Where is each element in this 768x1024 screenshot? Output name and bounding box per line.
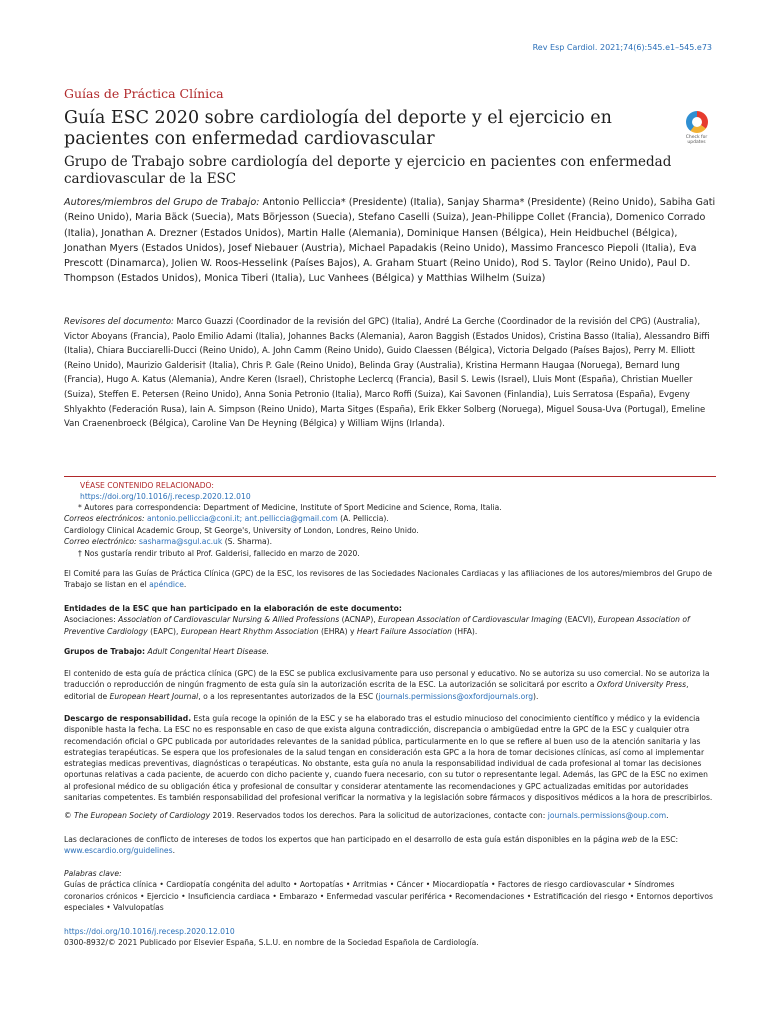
working-groups-paragraph <box>64 646 716 657</box>
working-groups-value: Adult Congenital Heart Disease. <box>147 647 269 656</box>
working-groups-label: Grupos de Trabajo: <box>64 647 146 656</box>
copyright-paragraph <box>64 810 716 821</box>
disclaimer-heading: Descargo de responsabilidad. <box>64 714 192 723</box>
disclaimer-paragraph <box>64 713 716 803</box>
entities-paragraph <box>64 603 716 637</box>
association-abbr: (ACNAP), <box>341 615 376 625</box>
association-name: Heart Failure Association <box>356 626 452 636</box>
section-label: Guías de Práctica Clínica <box>64 86 224 101</box>
article-title: Guía ESC 2020 sobre cardiología del deporte y el ejercicio en pacientes con enfermedad cardiovascular <box>64 108 612 149</box>
association-abbr: (EAPC), <box>150 626 179 636</box>
correspondence-note: * Autores para correspondencia: Department of Medicine, Institute of Sport Medicine and Science, Roma, Italia. <box>78 503 502 512</box>
check-for-updates-label: Check for updates <box>685 135 708 145</box>
article-subtitle: Grupo de Trabajo sobre cardiología del deporte y ejercicio en pacientes con enfermedad cardiovascular de la ESC <box>64 154 672 187</box>
related-content-heading: VÉASE CONTENIDO RELACIONADO: <box>80 481 214 490</box>
doi-link[interactable]: https://doi.org/10.1016/j.recesp.2020.12.010 <box>64 927 235 936</box>
association-name: European Association of Preventive Cardiology <box>64 615 690 636</box>
usage-text: , o a los representantes autorizados de la ESC ( <box>198 691 379 701</box>
keywords-list: Guías de práctica clínica • Cardiopatía congénita del adulto • Aortopatías • Arritmias • Cáncer • Miocardiopatía • Factores de riesgo cardiovascular • Síndromes coronarios crónicos • Ejercicio • Insuficiencia cardiaca • Embarazo • Enfermedad vascular periférica • Recomendaciones • Estratificación del riesgo • Entornos deportivos especiales • Valvulopatías <box>64 880 713 912</box>
authors-block <box>64 195 716 287</box>
association-name: European Association of Cardiovascular Imaging <box>378 615 563 625</box>
email-line-1 <box>64 513 716 524</box>
footnotes <box>64 502 716 559</box>
guidelines-link[interactable]: www.escardio.org/guidelines <box>64 846 173 856</box>
email-line-2 <box>64 536 716 547</box>
tribute-note: † Nos gustaría rendir tributo al Prof. Galderisi, fallecido en marzo de 2020. <box>78 548 360 558</box>
reviewers-lead: Revisores del documento: <box>64 316 174 326</box>
email-owner: (S. Sharma). <box>224 537 273 547</box>
journal-name: European Heart Journal <box>109 691 199 701</box>
association-name: European Heart Rhythm Association <box>180 626 319 636</box>
permissions-email-link[interactable]: journals.permissions@oxfordjournals.org <box>378 691 534 701</box>
conflicts-tail: . <box>172 846 175 856</box>
association-abbr: (EACVI), <box>564 615 596 625</box>
entities-heading: Entidades de la ESC que han participado en la elaboración de este documento: <box>64 604 402 613</box>
keywords-label: Palabras clave: <box>64 869 122 878</box>
reviewers-list: Marco Guazzi (Coordinador de la revisión del GPC) (Italia), André La Gerche (Coordinador de la revisión del CPG) (Australia), Victor Aboyans (Francia), Paolo Emilio Adami (Italia), Johannes Backs (Alemania), Aaron Baggish (Estados Unidos), Cristina Basso (Italia), Alessandro Biffi (Italia), Chiara Bucciarelli-Ducci (Reino Unido), A. John Camm (Reino Unido), Guido Claessen (Bélgica), Victoria Delgado (Países Bajos), Perry M. Elliott (Reino Unido), Maurizio Galderisi† (Italia), Chris P. Gale (Reino Unido), Belinda Gray (Australia), Kristina Hermann Haugaa (Noruega), Bernard Iung (Francia), Hugo A. Katus (Alemania), Andre Keren (Israel), Christophe Leclercq (Francia), Basil S. Lewis (Israel), Lluis Mont (España), Christian Mueller (Suiza), Steffen E. Petersen (Reino Unido), Anna Sonia Petronio (Italia), Marco Roffi (Suiza), Kai Savonen (Finlandia), Luis Serratosa (España), Evgeny Shlyakhto (Federación Rusa), Iain A. Simpson (Reino Unido), Marta Sitges (España), Erik Ekker Solberg (Noruega), Miguel Sousa-Uva (Portugal), Emeline Van Craenenbroeck (Bélgica), Caroline Van De Heyning (Bélgica) y William Wijns (Irlanda). <box>64 316 710 429</box>
disclaimer-text: Esta guía recoge la opinión de la ESC y se ha elaborado tras el estudio minucioso del conocimiento científico y médico y la evidencia disponible hasta la fecha. La ESC no es responsable en caso de que exista alguna contradicción, discrepancia o ambigüedad entre la GPC de la ESC y cualquier otra recomendación oficial o GPC publicada por autoridades relevantes de la sanidad pública, particularmente en lo que se refiere al buen uso de la atención sanitaria y las estrategias terapéuticas. Se espera que los profesionales de la salud tengan en consideración esta GPC a la hora de tomar decisiones clínicas, así como al implementar estrategias medicas preventivas, diagnósticas o terapéuticas. No obstante, esta guía no anula la responsabilidad individual de cada profesional al tomar las decisiones oportunas relativas a cada paciente, de acuerdo con dicho paciente y, cuando fuera necesario, con su tutor o representante legal. Además, las GPC de la ESC no eximen al profesional médico de su obligación ética y profesional de consultar y considerar atentamente las recomendaciones y GPC actualizadas emitidas por autoridades sanitarias competentes. Es también responsabilidad del profesional verificar la normativa y la legislación sobre fármacos y dispositivos médicos a la hora de prescribirlos. <box>64 714 713 803</box>
authors-lead: Autores/miembros del Grupo de Trabajo: <box>64 197 260 208</box>
check-for-updates-badge[interactable] <box>680 111 713 149</box>
email-label: Correos electrónicos: <box>64 514 145 524</box>
copyright-tail: . <box>666 811 669 820</box>
divider <box>64 476 716 477</box>
conflicts-paragraph <box>64 834 716 857</box>
usage-text: , editorial de <box>64 680 689 701</box>
association-abbr: (EHRA) y <box>320 626 355 636</box>
email-link[interactable]: antonio.pelliccia@coni.it; ant.pelliccia@gmail.com <box>146 514 338 524</box>
usage-text: El contenido de esta guía de práctica clínica (GPC) de la ESC se publica exclusivamente para uso personal y educativo. No se autoriza su uso comercial. No se autoriza la traducción o reproducción de ningún fragmento de esta guía sin la autorización escrita de la ESC. La autorización se solicitará por escrito a <box>64 669 710 690</box>
copyright-text: 2019. Reservados todos los derechos. Para la solicitud de autorizaciones, contacte con: <box>212 811 546 820</box>
association-name: Association of Cardiovascular Nursing & Allied Professions <box>118 615 340 625</box>
appendix-link[interactable]: apéndice <box>149 580 184 590</box>
affiliation-note: Cardiology Clinical Academic Group, St George's, University of London, Londres, Reino Unido. <box>64 525 419 535</box>
usage-paragraph <box>64 668 716 702</box>
footer <box>64 926 716 949</box>
society-name: The European Society of Cardiology <box>74 811 211 820</box>
copyright-symbol: © <box>64 811 72 820</box>
conflicts-text: Las declaraciones de conflicto de intereses de todos los expertos que han participado en el desarrollo de esta guía están disponibles en la página <box>64 835 619 844</box>
crossmark-icon <box>686 111 708 133</box>
authors-list: Antonio Pelliccia* (Presidente) (Italia), Sanjay Sharma* (Presidente) (Reino Unido), Sabiha Gati (Reino Unido), Maria Bäck (Suecia), Mats Börjesson (Suecia), Stefano Caselli (Suiza), Jean-Philippe Collet (Francia), Domenico Corrado (Italia), Jonathan A. Drezner (Estados Unidos), Martin Halle (Alemania), Dominique Hansen (Bélgica), Hein Heidbuchel (Bélgica), Jonathan Myers (Estados Unidos), Josef Niebauer (Austria), Michael Papadakis (Reino Unido), Massimo Francesco Piepoli (Italia), Eva Prescott (Dinamarca), Jolien W. Roos-Hesselink (Países Bajos), A. Graham Stuart (Reino Unido), Rod S. Taylor (Reino Unido), Paul D. Thompson (Estados Unidos), Monica Tiberi (Italia), Luc Vanhees (Bélgica) y Matthias Wilhelm (Suiza) <box>64 197 716 285</box>
related-content-link[interactable]: https://doi.org/10.1016/j.recesp.2020.12.010 <box>80 492 251 501</box>
publisher-name: Oxford University Press <box>596 680 687 690</box>
usage-text: ). <box>533 691 539 701</box>
email-label: Correo electrónico: <box>64 537 137 547</box>
issn-line: 0300-8932/© 2021 Publicado por Elsevier España, S.L.U. en nombre de la Sociedad Española de Cardiología. <box>64 938 479 948</box>
email-link[interactable]: sasharma@sgul.ac.uk <box>139 537 223 547</box>
conflicts-text: de la ESC: <box>639 835 679 844</box>
association-abbr: (HFA). <box>454 626 478 636</box>
journal-reference[interactable]: Rev Esp Cardiol. 2021;74(6):545.e1–545.e73 <box>532 43 712 52</box>
web-word: web <box>621 835 638 844</box>
permissions-email-link[interactable]: journals.permissions@oup.com <box>547 811 667 820</box>
email-owner: (A. Pelliccia). <box>340 514 389 524</box>
related-content <box>80 480 251 502</box>
associations-label: Asociaciones: <box>64 615 116 625</box>
committee-tail: . <box>183 580 187 590</box>
committee-text: El Comité para las Guías de Práctica Clínica (GPC) de la ESC, los revisores de las Sociedades Nacionales Cardiacas y las afiliaciones de los autores/miembros del Grupo de Trabajo se listan en el <box>64 569 713 590</box>
committee-paragraph <box>64 568 716 591</box>
keywords-paragraph <box>64 868 716 913</box>
reviewers-block <box>64 314 716 431</box>
